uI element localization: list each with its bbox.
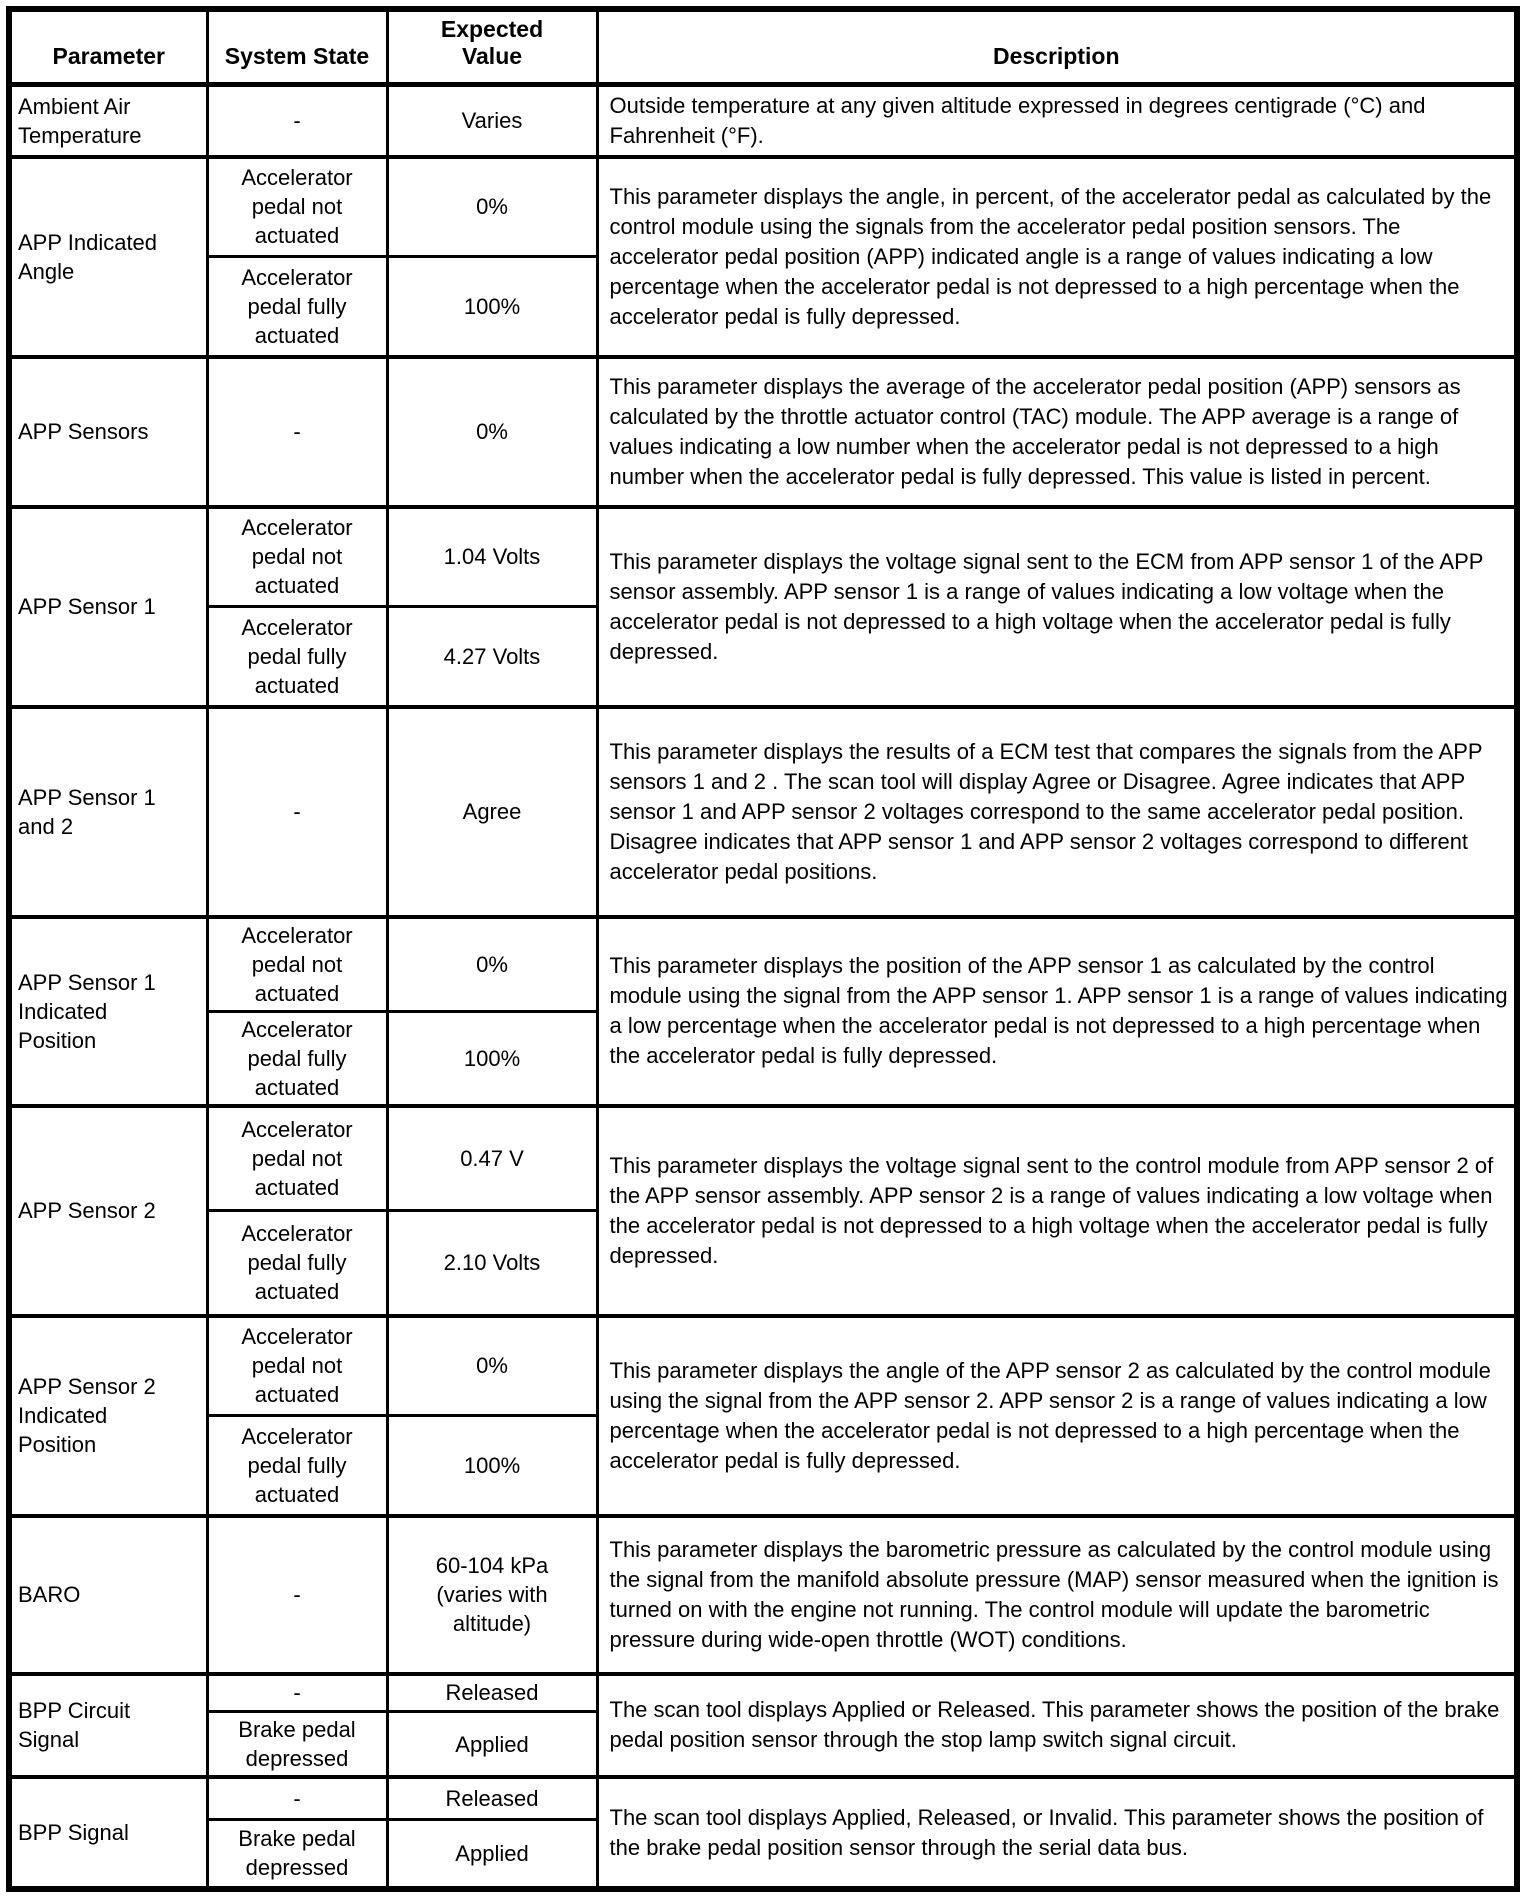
expected-value-label: 0.47 V [460,1145,524,1171]
parameter-label: BPP Circuit Signal [18,1698,131,1753]
system-state-label: - [293,799,301,824]
expected-value-cell [387,1106,597,1211]
expected-value-label: 100% [463,1045,521,1071]
system-state-label: Brake pedal depressed [238,1717,356,1771]
description-cell [597,917,1517,1106]
system-state-cell [207,917,387,1012]
description-text: This parameter displays the barometric pressure as calculated by the control module using the signal from the manifold absolute pressure (MAP) sensor measured when the ignition is turned on with the engine not running. The control module will update the barometric pressure during wide-open throttle (WOT) conditions. [609,1536,1499,1652]
parameter-label: APP Sensor 1 and 2 [18,784,156,839]
system-state-cell [207,1777,387,1819]
table-row [9,1316,1517,1416]
expected-value-cell [387,1777,597,1819]
expected-value-cell [387,607,597,707]
expected-value-cell [387,1211,597,1316]
table-body [9,85,1517,1890]
system-state-label: Accelerator pedal not actuated [241,922,353,1006]
parameter-label: APP Sensor 2 Indicated Position [18,1374,156,1457]
expected-value-cell [387,917,597,1012]
description-cell [597,1516,1517,1674]
header-description-label: Description [992,43,1120,69]
system-state-cell [207,1416,387,1516]
system-state-cell [207,1011,387,1106]
parameter-cell [9,707,207,917]
parameter-cell [9,1106,207,1316]
parameter-label: APP Indicated Angle [18,229,158,284]
table-row [9,507,1517,607]
description-cell [597,85,1517,157]
expected-value-cell [387,1712,597,1778]
table-row [9,157,1517,257]
system-state-label: Accelerator pedal not actuated [241,1116,353,1200]
header-expected-value-label: Expected Value [440,16,544,69]
parameter-label: Ambient Air Temperature [18,93,142,148]
parameter-label: APP Sensor 1 Indicated Position [18,969,156,1053]
description-cell [597,1316,1517,1516]
description-text: This parameter displays the average of the accelerator pedal position (APP) sensors as calculated by the throttle actuator control (TAC) module. The APP average is a range of values indicating a low number when the accelerator pedal is not depressed to a high number when the accelerator pedal is fully depressed. This value is listed in percent. [609,373,1461,489]
system-state-label: Accelerator pedal not actuated [241,165,353,249]
system-state-cell [207,1516,387,1674]
description-text: This parameter displays the position of the APP sensor 1 as calculated by the control module using the signal from the APP sensor 1. APP sensor 1 is a range of values indicating a low percentage when the accelerator pedal is not depressed to a high percentage when the accelerator pedal is fully depressed. [609,953,1508,1068]
expected-value-label: 100% [463,293,521,319]
system-state-label: Accelerator pedal fully actuated [241,1016,353,1100]
expected-value-label: Released [445,1680,539,1706]
system-state-label: Accelerator pedal not actuated [241,1324,353,1408]
expected-value-label: 0% [476,951,508,977]
description-text: This parameter displays the voltage signal sent to the ECM from APP sensor 1 of the APP sensor assembly. APP sensor 1 is a range of values indicating a low voltage when the accelerator pedal is not depressed to a high voltage when the accelerator pedal is fully depressed. [609,548,1484,664]
expected-value-label: Varies [461,108,523,134]
header-system-state [207,9,387,85]
scan-tool-parameter-table [6,6,1520,1892]
parameter-cell [9,1674,207,1778]
expected-value-cell [387,1416,597,1516]
expected-value-label: 2.10 Volts [443,1250,541,1276]
description-text: This parameter displays the results of a ECM test that compares the signals from the APP sensors 1 and 2 . The scan tool will display Agree or Disagree. Agree indicates that APP sensor 1 and APP sensor 2 voltages correspond to the same accelerator pedal position. Disagree indicates that APP sensor 1 and APP sensor 2 voltages correspond to different accelerator pedal positions. [609,738,1483,884]
parameter-label: BARO [18,1582,81,1607]
expected-value-label: 0% [476,194,508,220]
expected-value-label: Applied [455,1731,529,1757]
expected-value-label: 0% [476,419,508,444]
parameter-cell [9,157,207,357]
description-text: The scan tool displays Applied or Released. This parameter shows the position of the brake pedal position sensor through the stop lamp switch signal circuit. [609,1697,1500,1753]
expected-value-cell [387,357,597,507]
expected-value-cell [387,1011,597,1106]
table-row [9,1516,1517,1674]
system-state-label: Accelerator pedal not actuated [241,515,353,599]
parameter-cell [9,357,207,507]
description-text: The scan tool displays Applied, Released, or Invalid. This parameter shows the position of the brake pedal position sensor through the serial data bus. [609,1804,1484,1860]
expected-value-cell [387,1819,597,1889]
system-state-label: Brake pedal depressed [238,1826,356,1881]
system-state-cell [207,607,387,707]
system-state-cell [207,507,387,607]
table-row [9,1674,1517,1712]
system-state-label: Accelerator pedal fully actuated [241,1423,353,1507]
table-row [9,357,1517,507]
parameter-cell [9,1777,207,1889]
header-description [597,9,1517,85]
table-row [9,85,1517,157]
description-text: This parameter displays the voltage signal sent to the control module from APP sensor 2 of the APP sensor assembly. APP sensor 2 is a range of values indicating a low voltage when the accelerator pedal is not depressed to a high voltage when the accelerator pedal is fully depressed. [609,1152,1494,1268]
table-header [9,9,1517,85]
system-state-label: - [293,108,301,134]
parameter-cell [9,85,207,157]
expected-value-cell [387,707,597,917]
parameter-label: APP Sensors [18,419,149,444]
expected-value-label: 100% [463,1452,521,1478]
expected-value-cell [387,85,597,157]
system-state-cell [207,157,387,257]
system-state-cell [207,1674,387,1712]
table-row [9,707,1517,917]
table-row [9,917,1517,1012]
description-cell [597,1106,1517,1316]
expected-value-cell [387,507,597,607]
system-state-cell [207,85,387,157]
description-text: Outside temperature at any given altitude expressed in degrees centigrade (°C) and Fahrenheit (°F). [609,92,1426,148]
expected-value-cell [387,1516,597,1674]
parameter-cell [9,1516,207,1674]
parameter-label: BPP Signal [18,1820,129,1845]
system-state-label: Accelerator pedal fully actuated [241,264,353,348]
expected-value-cell [387,1316,597,1416]
system-state-cell [207,1316,387,1416]
system-state-cell [207,1106,387,1211]
parameter-cell [9,507,207,707]
system-state-cell [207,1819,387,1889]
header-parameter [9,9,207,85]
description-cell [597,707,1517,917]
parameter-cell [9,1316,207,1516]
system-state-label: Accelerator pedal fully actuated [241,1221,353,1305]
expected-value-cell [387,1674,597,1712]
header-expected-value [387,9,597,85]
header-system-state-label: System State [224,43,370,69]
system-state-label: - [293,1582,301,1607]
parameter-cell [9,917,207,1106]
system-state-cell [207,257,387,357]
expected-value-cell [387,257,597,357]
description-text: This parameter displays the angle, in percent, of the accelerator pedal as calculated by the control module using the signals from the accelerator pedal position sensors. The accelerator pedal position (APP) indicated angle is a range of values indicating a low percentage when the accelerator pedal is not depressed to a high percentage when the accelerator pedal is fully depressed. [609,183,1492,329]
expected-value-label: 4.27 Volts [443,643,541,669]
system-state-cell [207,357,387,507]
header-parameter-label: Parameter [52,43,166,69]
expected-value-label: 1.04 Volts [443,544,541,570]
system-state-cell [207,707,387,917]
system-state-label: - [293,419,301,444]
expected-value-label: 60-104 kPa (varies with altitude) [435,1553,549,1636]
expected-value-cell [387,157,597,257]
system-state-label: - [293,1785,301,1811]
table-row [9,1777,1517,1819]
description-cell [597,357,1517,507]
system-state-label: Accelerator pedal fully actuated [241,614,353,698]
system-state-cell [207,1712,387,1778]
expected-value-label: Agree [462,799,522,824]
expected-value-label: Released [445,1785,539,1811]
system-state-label: - [293,1680,301,1706]
table-row [9,1106,1517,1211]
system-state-cell [207,1211,387,1316]
description-cell [597,1777,1517,1889]
parameter-label: APP Sensor 2 [18,1198,156,1223]
parameter-label: APP Sensor 1 [18,594,156,619]
description-cell [597,157,1517,357]
description-cell [597,507,1517,707]
expected-value-label: Applied [455,1840,529,1866]
header-row [9,9,1517,85]
description-text: This parameter displays the angle of the APP sensor 2 as calculated by the control module using the signal from the APP sensor 2. APP sensor 2 is a range of values indicating a low percentage when the accelerator pedal is not depressed to a high percentage when the accelerator pedal is fully depressed. [609,1357,1491,1473]
expected-value-label: 0% [476,1353,508,1379]
description-cell [597,1674,1517,1778]
